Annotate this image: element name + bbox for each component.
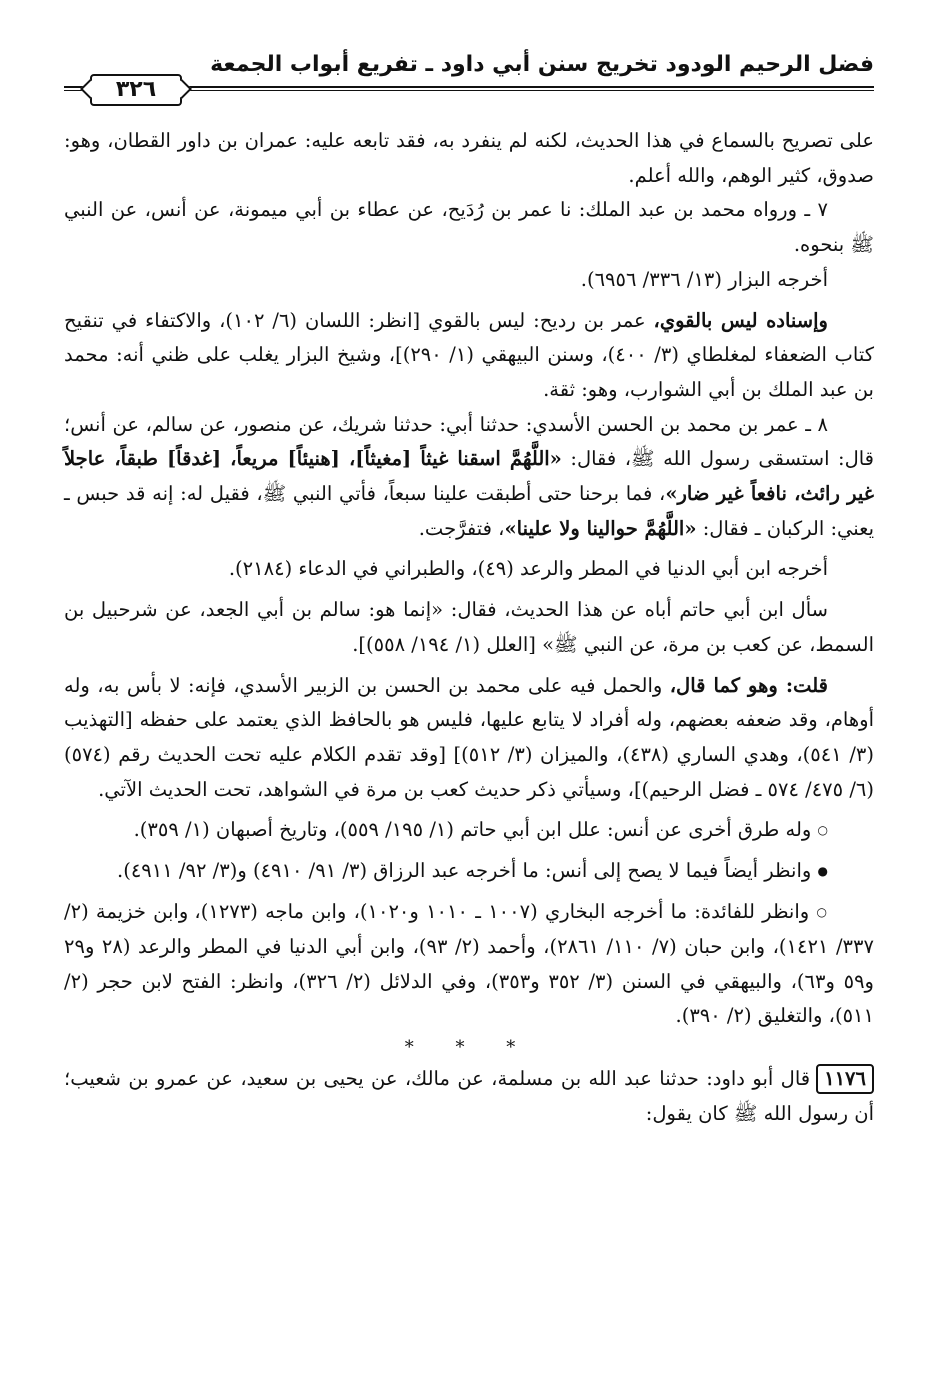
hadith-number: ١١٧٦ (816, 1064, 874, 1094)
paragraph-text: وانظر للفائدة: ما أخرجه البخاري (١٠٠٧ ـ ١٠١٠ و١٠٢٠)، وابن ماجه (١٢٧٣)، وابن خزيمة (٢/ ٣٣٧/ ١٤٢١)، وابن حبان (٧/ ١١٠/ ٢٨٦١)، وأحمد (٢/ ٩٣)، وابن أبي الدنيا في المطر والرعد (٢٨ و٢٩ و٥٩ و٦٣)، والبيهقي في السنن (٣/ ٣٥٢ و٣٥٣)، وفي الدلائل (٢/ ٣٢٦)، وانظر: الفتح لابن حجر (٢/ ٥١١)، والتغليق (٢/ ٣٩٠). (64, 900, 874, 1028)
paragraph-text: وانظر أيضاً فيما لا يصح إلى أنس: ما أخرجه عبد الرزاق (٣/ ٩١/ ٤٩١٠) و(٣/ ٩٢/ ٤٩١١). (117, 859, 812, 883)
paragraph: ٧ ـ ورواه محمد بن عبد الملك: نا عمر بن رُدَيح، عن عطاء بن أبي ميمونة، عن أنس، عن النبي ﷺ بنحوه. (64, 198, 874, 257)
paragraph (64, 1062, 874, 1131)
paragraph (64, 408, 874, 547)
dua-text: «اللَّهُمَّ اسقنا غيثاً [مغيثاً]، [هنيئاً] مريعاً، [غدقاً] طبقاً، عاجلاً غير رائث، نافعاً غير ضار» (64, 447, 874, 506)
paragraph-text: ، فما برحنا حتى أطبقت علينا سبعاً، فأتي النبي ﷺ، فقيل له: إنه قد حبس ـ يعني: الركبان ـ فقال: (64, 482, 874, 540)
page-number: ٣٢٦ (90, 74, 182, 106)
paragraph: أخرجه البزار (١٣/ ٣٣٦/ ٦٩٥٦). (580, 267, 828, 291)
paragraph-text: قال أبو داود: حدثنا عبد الله بن مسلمة، عن مالك، عن يحيى بن سعيد، عن عمرو بن شعيب؛ أن رسول الله ﷺ كان يقول: (64, 1067, 874, 1125)
section-separator: * * * (404, 1037, 534, 1058)
bold-phrase: قلت: وهو كما قال، (669, 673, 828, 697)
paragraph-text: عمر بن رديح: ليس بالقوي [انظر: اللسان (٦/ ١٠٢)، والاكتفاء في تنقيح كتاب الضعفاء لمغلطاي (٣/ ٤٠٠)، وسنن البيهقي (١/ ٢٩٠)]، وشيخ البزار يغلب على ظني أنه: محمد بن عبد الملك بن أبي الشوارب، وهو: ثقة. (64, 308, 874, 401)
paragraph (64, 669, 874, 808)
paragraph (64, 895, 874, 1034)
paragraph: سأل ابن أبي حاتم أباه عن هذا الحديث، فقال: «إنما هو: سالم بن أبي الجعد، عن شرحبيل بن السمط، عن كعب بن مرة، عن النبي ﷺ» [العلل (١/ ١٩٤/ ٥٥٨)]. (64, 598, 874, 656)
bold-phrase: وإسناده ليس بالقوي، (653, 308, 828, 332)
book-page (64, 42, 874, 1342)
paragraph-text: والحمل فيه على محمد بن الحسن بن الزبير الأسدي، فإنه: لا بأس به، وله أوهام، وقد ضعفه بعضهم، وله أفراد لا يتابع عليها، فليس هو بالحافظ الذي يعتمد على حفظه [التهذيب (٣/ ٥٤١)، وهدي الساري (٤٣٨)، والميزان (٣/ ٥١٢)] [وقد تقدم الكلام عليه تحت الحديث رقم (٥٧٤) (٦/ ٤٧٥/ ٥٧٤ ـ فضل الرحيم)]، وسيأتي ذكر حديث كعب بن مرة في الشواهد، تحت الحديث الآتي. (64, 673, 874, 801)
paragraph (64, 813, 874, 848)
dua-text: «اللَّهُمَّ حوالينا ولا علينا» (504, 516, 697, 540)
filled-circle-icon: ● (817, 864, 828, 879)
open-circle-icon: ○ (816, 905, 828, 920)
paragraph: أخرجه ابن أبي الدنيا في المطر والرعد (٤٩)، والطبراني في الدعاء (٢١٨٤). (228, 557, 828, 581)
running-title: فضل الرحيم الودود تخريج سنن أبي داود ـ تفريع أبواب الجمعة (210, 52, 874, 77)
open-circle-icon: ○ (817, 823, 828, 838)
paragraph (64, 854, 874, 889)
page-header (64, 42, 874, 112)
paragraph (64, 304, 874, 408)
paragraph-text: ٨ ـ عمر بن محمد بن الحسن الأسدي: حدثنا أبي: حدثنا شريك، عن منصور، عن سالم، عن أنس؛ قال: استسقى رسول الله ﷺ، فقال: (64, 412, 875, 471)
page-body (64, 124, 874, 1131)
paragraph-text: ، فتفرَّجت. (418, 516, 505, 540)
paragraph-text: وله طرق أخرى عن أنس: علل ابن أبي حاتم (١/ ١٩٥/ ٥٥٩)، وتاريخ أصبهان (١/ ٣٥٩). (133, 818, 812, 842)
paragraph: على تصريح بالسماع في هذا الحديث، لكنه لم ينفرد به، فقد تابعه عليه: عمران بن داور القطان، وهو: صدوق، كثير الوهم، والله أعلم. (64, 129, 874, 187)
